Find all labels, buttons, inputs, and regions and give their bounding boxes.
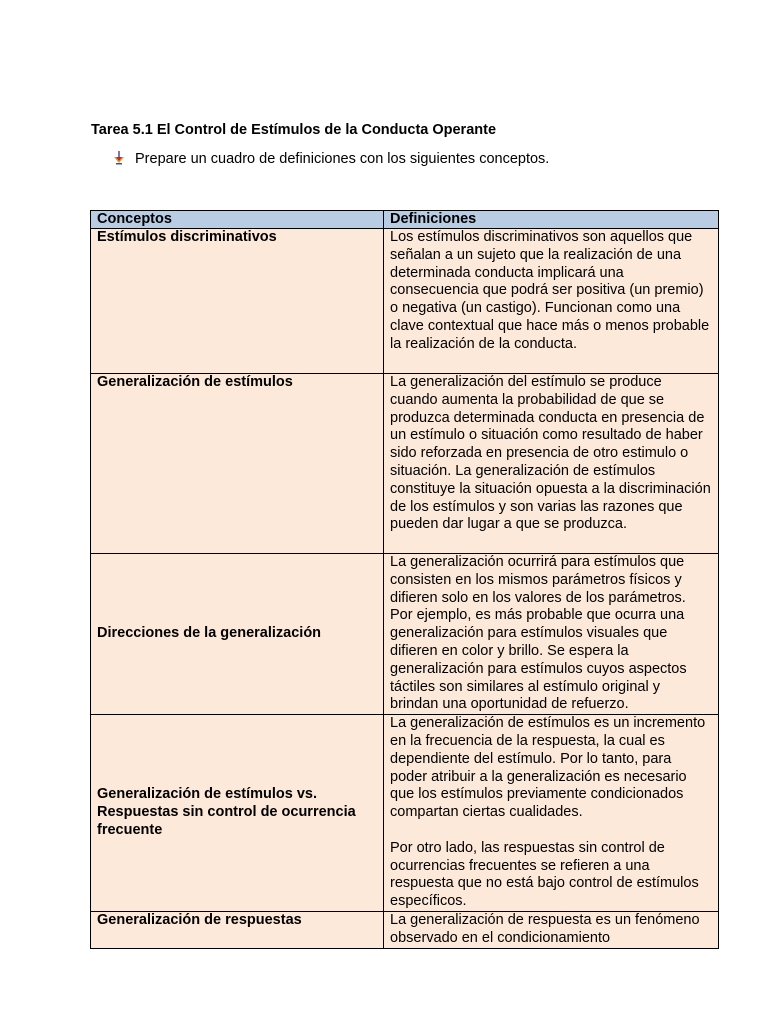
definitions-table [90, 210, 719, 949]
bullet-item [113, 151, 549, 167]
table-row [91, 715, 719, 912]
definition-paragraph: Por otro lado, las respuestas sin control de ocurrencias frecuentes se refieren a una respuesta que no está bajo control de estímulos específicos. [390, 839, 699, 910]
definition-paragraph: La generalización de estímulos es un incremento en la frecuencia de la respuesta, la cual es dependiente del estímulo. Por lo tanto, para poder atribuir a la generalización es necesario que los estímulos previamente condicionados compartan ciertas cualidades. [390, 715, 706, 821]
table-header-row [91, 211, 719, 229]
concept-cell: Generalización de estímulos vs. Respuestas sin control de ocurrencia frecuente [91, 715, 384, 912]
table-row [91, 374, 719, 554]
concept-cell: Generalización de respuestas [91, 912, 384, 949]
definition-cell: La generalización ocurrirá para estímulos que consisten en los mismos parámetros físicos y difieren solo en los valores de los parámetros. Por ejemplo, es más probable que ocurra una generalización para estímulos visuales que difieren en color y brillo. Se espera la generalización para estímulos cuyos aspectos táctiles son similares al estímulo original y brindan una oportunidad de refuerzo. [384, 554, 719, 715]
table-row [91, 229, 719, 374]
definition-cell: La generalización del estímulo se produce cuando aumenta la probabilidad de que se produzca determinada conducta en presencia de un estímulo o situación como resultado de haber sido reforzada en presencia de otro estimulo o situación. La generalización de estímulos constituye la situación opuesta a la discriminación de los estímulos y son varias las razones que pueden dar lugar a que se produzca. [384, 374, 719, 554]
column-header-definitions: Definiciones [384, 211, 719, 229]
table-row [91, 912, 719, 949]
document-title: Tarea 5.1 El Control de Estímulos de la Conducta Operante [91, 122, 497, 138]
concept-cell: Generalización de estímulos [91, 374, 384, 554]
definition-cell: Los estímulos discriminativos son aquellos que señalan a un sujeto que la realización de una determinada conducta implicará una consecuencia que podrá ser positiva (un premio) o negativa (un castigo). Funcionan como una clave contextual que hace más o menos probable la realización de la conducta. [384, 229, 719, 374]
definition-cell: La generalización de respuesta es un fenómeno observado en el condicionamiento [384, 912, 719, 949]
table-row [91, 554, 719, 715]
bullet-text: Prepare un cuadro de definiciones con los siguientes conceptos. [135, 151, 550, 167]
arrow-down-icon [113, 151, 125, 165]
concept-cell: Direcciones de la generalización [91, 554, 384, 715]
definition-cell [384, 715, 719, 912]
column-header-concepts: Conceptos [91, 211, 384, 229]
concept-cell: Estímulos discriminativos [91, 229, 384, 374]
